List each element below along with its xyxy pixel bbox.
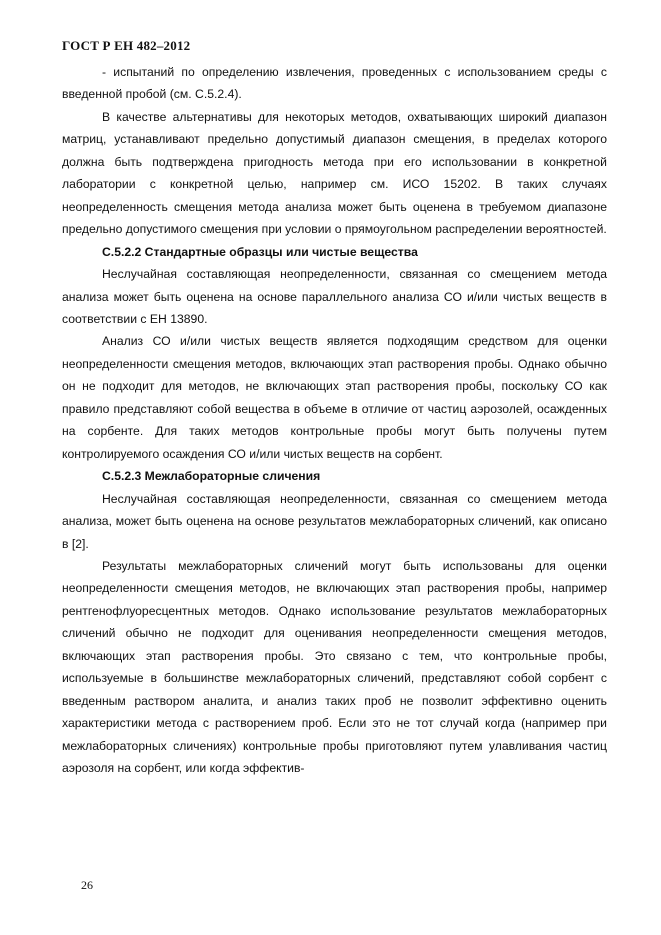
paragraph-2: В качестве альтернативы для некоторых методов, охватывающих широкий диапазон матриц, устанавливают предельно допустимый диапазон смещения, в пределах которого должна быть подтверждена пригодность метода при его использовании в конкретной лаборатории с конкретной целью, например см. ИСО 15202. В таких случаях неопределенность смещения метода анализа может быть оценена в требуемом диапазоне предельно допустимого смещения при условии о прямоугольном распределении вероятностей. <box>62 109 607 237</box>
section-heading-c523: С.5.2.3 Межлабораторные сличения <box>102 469 321 484</box>
paragraph-1: - испытаний по определению извлечения, проведенных с использованием среды с введенной пробой (см. С.5.2.4). <box>62 65 607 102</box>
page-number: 26 <box>81 878 93 892</box>
section-heading-c522: С.5.2.2 Стандартные образцы или чистые вещества <box>102 244 418 259</box>
paragraph-6: Результаты межлабораторных сличений могут быть использованы для оценки неопределенности смещения методов, не включающих этап растворения пробы, например рентгенофлуоресцентных методов. Однако использование результатов межлабораторных сличений обычно не подходит для оценивания неопределенности смещения методов, включающих этап растворения пробы. Это связано с тем, что контрольные пробы, используемые в большинстве межлабораторных сличений, представляют собой сорбент с введенным раствором аналита, и анализ таких проб не позволит эффективно оценить характеристики метода с растворением проб. Если это не тот случай когда (например при межлабораторных сличениях) контрольные пробы приготовляют путем улавливания частиц аэрозоля на сорбент, или когда эффектив- <box>62 558 607 776</box>
paragraph-3: Неслучайная составляющая неопределенности, связанная со смещением метода анализа может быть оценена на основе параллельного анализа СО и/или чистых веществ в соответствии с ЕН 13890. <box>62 267 607 326</box>
document-body <box>62 61 607 780</box>
paragraph-5: Неслучайная составляющая неопределенности, связанная со смещением метода анализа, может быть оценена на основе результатов межлабораторных сличений, как описано в [2]. <box>62 491 607 551</box>
paragraph-4: Анализ СО и/или чистых веществ является подходящим средством для оценки неопределенности смещения методов, включающих этап растворения пробы. Однако обычно он не подходит для методов, не включающих этап растворения пробы, поскольку СО как правило представляют собой вещества в объеме в отличие от частиц аэрозолей, осажденных на сорбенте. Для таких методов контрольные пробы могут быть получены путем контролируемого осаждения СО и/или чистых веществ на сорбент. <box>62 334 607 461</box>
document-header: ГОСТ Р ЕН 482–2012 <box>62 38 191 53</box>
